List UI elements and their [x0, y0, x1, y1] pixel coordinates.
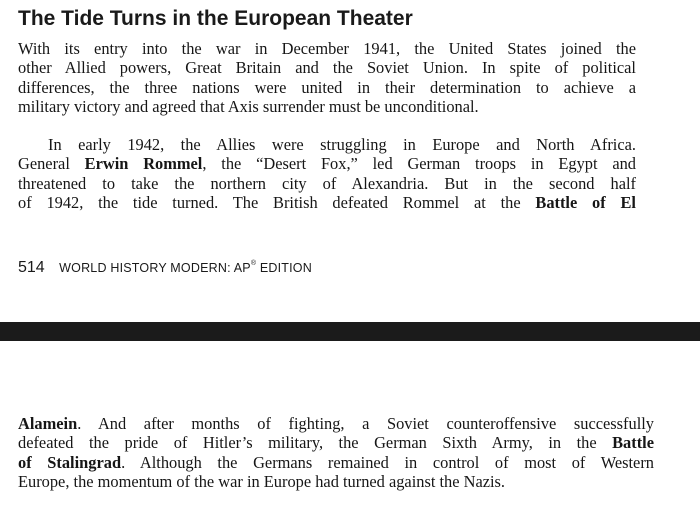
page-number: 514 — [18, 259, 45, 276]
page-break-bar — [0, 322, 700, 341]
paragraph-3-line — [18, 414, 654, 433]
text-run: defeated the pride of Hitler’s military, the German Sixth Army, in the — [18, 433, 613, 453]
paragraph-2-line: threatened to take the northern city of Alexandria. But in the second half — [18, 173, 636, 193]
paragraph-1 — [18, 39, 636, 117]
paragraph-1-line: With its entry into the war in December 1941, the United States joined the — [18, 39, 636, 58]
bold-term-battle-of-el: Battle of El — [535, 193, 636, 213]
paragraph-3-line: Europe, the momentum of the war in Europe had turned against the Nazis. — [18, 472, 506, 492]
bold-term-alamein: Alamein — [18, 414, 78, 433]
section-title: The Tide Turns in the European Theater — [18, 7, 413, 30]
paragraph-2-line — [18, 154, 636, 173]
paragraph-1-line: military victory and agreed that Axis surrender must be unconditional. — [18, 97, 479, 117]
registered-mark: ® — [250, 260, 257, 267]
text-run: . And after months of fighting, a Soviet counteroffensive successfully — [77, 414, 654, 433]
running-head-text: WORLD HISTORY MODERN: AP — [59, 261, 251, 275]
running-head — [59, 261, 312, 275]
paragraph-2-line: In early 1942, the Allies were struggling in Europe and North Africa. — [48, 135, 636, 154]
paragraph-2-line — [18, 193, 636, 212]
paragraph-1-line: other Allied powers, Great Britain and the Soviet Union. In spite of political — [18, 58, 636, 78]
paragraph-3-line — [18, 453, 654, 472]
text-run: General — [18, 154, 85, 174]
page-footer — [18, 259, 312, 277]
paragraph-2 — [18, 135, 636, 213]
bold-term-of-stalingrad: of Stalingrad — [18, 452, 122, 472]
text-run: , the “Desert Fox,” led German troops in Egypt and — [202, 154, 636, 174]
paragraph-1-line: differences, the three nations were united in their determination to achieve a — [18, 77, 636, 97]
bold-term-battle: Battle — [612, 433, 654, 453]
paragraph-3 — [18, 414, 654, 492]
paragraph-3-line — [18, 433, 654, 452]
bold-term-erwin-rommel: Erwin Rommel — [84, 154, 203, 174]
text-run: . Although the Germans remained in control of most of Western — [121, 452, 654, 472]
running-head-suffix: EDITION — [256, 261, 312, 275]
text-run: of 1942, the tide turned. The British defeated Rommel at the — [18, 193, 536, 213]
